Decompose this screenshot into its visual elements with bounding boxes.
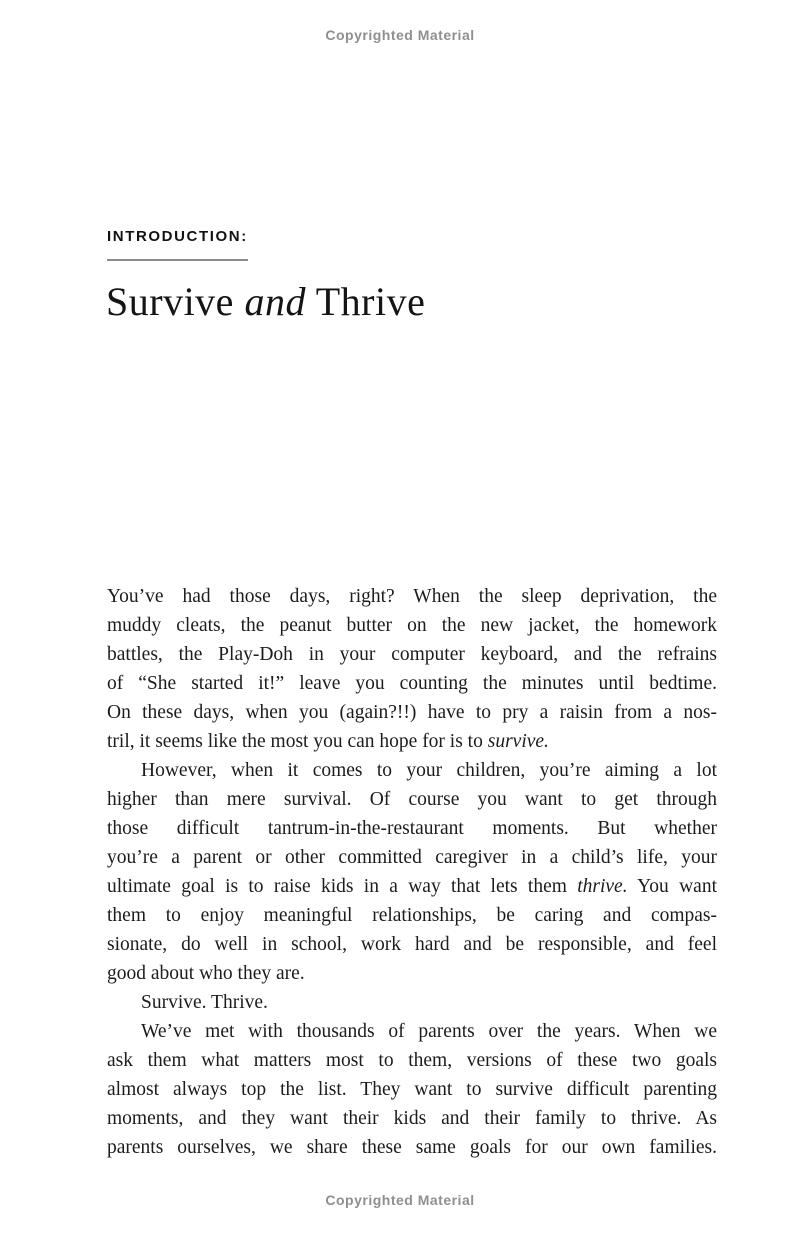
chapter-title-segment-italic: and: [244, 279, 306, 324]
body-line: ask them what matters most to them, versions of these two goals: [107, 1050, 717, 1071]
chapter-title-segment: Thrive: [305, 279, 426, 324]
body-line: You’ve had those days, right? When the sleep deprivation, the: [107, 586, 717, 607]
body-line: sionate, do well in school, work hard and be responsible, and feel: [107, 934, 717, 955]
body-line: them to enjoy meaningful relationships, be caring and compas-: [107, 905, 717, 926]
body-line: good about who they are.: [107, 963, 305, 984]
body-line: Survive. Thrive.: [141, 992, 268, 1013]
copyright-notice-bottom: Copyrighted Material: [325, 1192, 475, 1208]
body-line-segment: You want: [627, 876, 717, 897]
body-line: parents ourselves, we share these same goals for our own families.: [107, 1137, 717, 1158]
body-line: However, when it comes to your children, you’re aiming a lot: [141, 760, 717, 781]
body-line-segment-italic: survive.: [487, 731, 549, 752]
chapter-title: [106, 279, 425, 325]
body-line: higher than mere survival. Of course you want to get through: [107, 789, 717, 810]
body-line-segment: tril, it seems like the most you can hope for is to: [107, 731, 488, 752]
body-text: [107, 582, 717, 1162]
body-line: those difficult tantrum-in-the-restaurant moments. But whether: [107, 818, 717, 839]
body-line: moments, and they want their kids and their family to thrive. As: [107, 1108, 717, 1129]
chapter-kicker: INTRODUCTION:: [107, 228, 248, 245]
body-line: battles, the Play-Doh in your computer keyboard, and the refrains: [107, 644, 717, 665]
body-line: of “She started it!” leave you counting the minutes until bedtime.: [107, 673, 717, 694]
body-line-segment: ultimate goal is to raise kids in a way that lets them: [107, 876, 578, 897]
body-line-segment-italic: thrive.: [577, 876, 628, 897]
body-line: [107, 727, 717, 756]
body-line: On these days, when you (again?!!) have to pry a raisin from a nos-: [107, 702, 717, 723]
kicker-divider: [107, 259, 248, 261]
chapter-title-segment: Survive: [106, 279, 245, 324]
copyright-notice-top: Copyrighted Material: [325, 27, 475, 43]
body-line: almost always top the list. They want to survive difficult parenting: [107, 1079, 717, 1100]
body-line: muddy cleats, the peanut butter on the new jacket, the homework: [107, 615, 717, 636]
body-line: you’re a parent or other committed caregiver in a child’s life, your: [107, 847, 717, 868]
body-line: [107, 872, 717, 901]
body-line: We’ve met with thousands of parents over the years. When we: [141, 1021, 717, 1042]
